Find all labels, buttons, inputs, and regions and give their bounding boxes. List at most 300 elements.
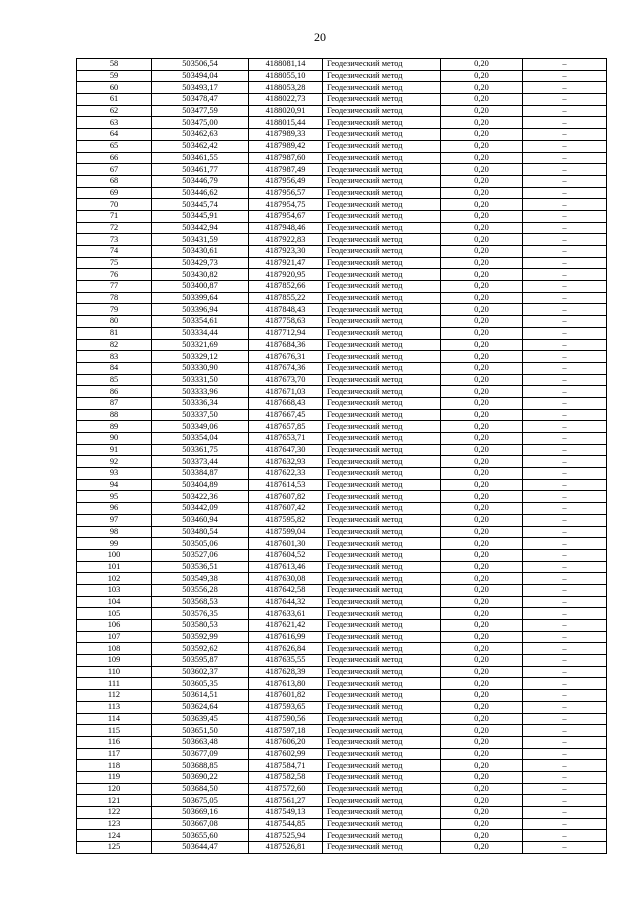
x-coordinate-cell: 503349,06 bbox=[152, 421, 249, 433]
method-cell: Геодезический метод bbox=[323, 82, 441, 94]
description-cell: – bbox=[523, 234, 607, 246]
x-coordinate-cell: 503373,44 bbox=[152, 456, 249, 468]
table-row bbox=[77, 269, 607, 281]
point-number-cell: 106 bbox=[77, 620, 152, 632]
x-coordinate-cell: 503430,82 bbox=[152, 269, 249, 281]
table-row bbox=[77, 666, 607, 678]
table-row bbox=[77, 573, 607, 585]
y-coordinate-cell: 4187921,47 bbox=[249, 257, 323, 269]
x-coordinate-cell: 503549,38 bbox=[152, 573, 249, 585]
description-cell: – bbox=[523, 210, 607, 222]
accuracy-cell: 0,20 bbox=[441, 690, 523, 702]
x-coordinate-cell: 503527,06 bbox=[152, 549, 249, 561]
point-number-cell: 96 bbox=[77, 503, 152, 515]
y-coordinate-cell: 4187595,82 bbox=[249, 514, 323, 526]
y-coordinate-cell: 4187657,85 bbox=[249, 421, 323, 433]
method-cell: Геодезический метод bbox=[323, 59, 441, 71]
x-coordinate-cell: 503644,47 bbox=[152, 842, 249, 854]
point-number-cell: 84 bbox=[77, 362, 152, 374]
table-row bbox=[77, 771, 607, 783]
method-cell: Геодезический метод bbox=[323, 783, 441, 795]
description-cell: – bbox=[523, 842, 607, 854]
description-cell: – bbox=[523, 281, 607, 293]
x-coordinate-cell: 503624,64 bbox=[152, 701, 249, 713]
table-row bbox=[77, 690, 607, 702]
description-cell: – bbox=[523, 678, 607, 690]
x-coordinate-cell: 503677,09 bbox=[152, 748, 249, 760]
x-coordinate-cell: 503494,04 bbox=[152, 70, 249, 82]
point-number-cell: 98 bbox=[77, 526, 152, 538]
table-row bbox=[77, 421, 607, 433]
y-coordinate-cell: 4187987,60 bbox=[249, 152, 323, 164]
point-number-cell: 68 bbox=[77, 175, 152, 187]
description-cell: – bbox=[523, 725, 607, 737]
point-number-cell: 64 bbox=[77, 129, 152, 141]
method-cell: Геодезический метод bbox=[323, 514, 441, 526]
description-cell: – bbox=[523, 129, 607, 141]
accuracy-cell: 0,20 bbox=[441, 725, 523, 737]
accuracy-cell: 0,20 bbox=[441, 152, 523, 164]
y-coordinate-cell: 4187987,49 bbox=[249, 164, 323, 176]
accuracy-cell: 0,20 bbox=[441, 620, 523, 632]
accuracy-cell: 0,20 bbox=[441, 748, 523, 760]
description-cell: – bbox=[523, 643, 607, 655]
point-number-cell: 110 bbox=[77, 666, 152, 678]
point-number-cell: 77 bbox=[77, 281, 152, 293]
table-row bbox=[77, 713, 607, 725]
method-cell: Геодезический метод bbox=[323, 491, 441, 503]
x-coordinate-cell: 503422,36 bbox=[152, 491, 249, 503]
table-row bbox=[77, 397, 607, 409]
x-coordinate-cell: 503329,12 bbox=[152, 351, 249, 363]
x-coordinate-cell: 503442,09 bbox=[152, 503, 249, 515]
accuracy-cell: 0,20 bbox=[441, 140, 523, 152]
x-coordinate-cell: 503592,62 bbox=[152, 643, 249, 655]
y-coordinate-cell: 4187758,63 bbox=[249, 316, 323, 328]
point-number-cell: 62 bbox=[77, 105, 152, 117]
method-cell: Геодезический метод bbox=[323, 701, 441, 713]
table-row bbox=[77, 175, 607, 187]
method-cell: Геодезический метод bbox=[323, 771, 441, 783]
method-cell: Геодезический метод bbox=[323, 164, 441, 176]
y-coordinate-cell: 4187676,31 bbox=[249, 351, 323, 363]
description-cell: – bbox=[523, 748, 607, 760]
accuracy-cell: 0,20 bbox=[441, 409, 523, 421]
method-cell: Геодезический метод bbox=[323, 70, 441, 82]
y-coordinate-cell: 4187989,42 bbox=[249, 140, 323, 152]
method-cell: Геодезический метод bbox=[323, 748, 441, 760]
table-row bbox=[77, 129, 607, 141]
point-number-cell: 58 bbox=[77, 59, 152, 71]
accuracy-cell: 0,20 bbox=[441, 491, 523, 503]
method-cell: Геодезический метод bbox=[323, 468, 441, 480]
point-number-cell: 101 bbox=[77, 561, 152, 573]
x-coordinate-cell: 503361,75 bbox=[152, 444, 249, 456]
description-cell: – bbox=[523, 596, 607, 608]
y-coordinate-cell: 4187613,46 bbox=[249, 561, 323, 573]
table-row bbox=[77, 655, 607, 667]
method-cell: Геодезический метод bbox=[323, 655, 441, 667]
accuracy-cell: 0,20 bbox=[441, 526, 523, 538]
method-cell: Геодезический метод bbox=[323, 608, 441, 620]
y-coordinate-cell: 4187954,75 bbox=[249, 199, 323, 211]
description-cell: – bbox=[523, 409, 607, 421]
description-cell: – bbox=[523, 538, 607, 550]
point-number-cell: 113 bbox=[77, 701, 152, 713]
table-row bbox=[77, 281, 607, 293]
x-coordinate-cell: 503576,35 bbox=[152, 608, 249, 620]
y-coordinate-cell: 4187667,45 bbox=[249, 409, 323, 421]
point-number-cell: 111 bbox=[77, 678, 152, 690]
point-number-cell: 100 bbox=[77, 549, 152, 561]
accuracy-cell: 0,20 bbox=[441, 281, 523, 293]
method-cell: Геодезический метод bbox=[323, 584, 441, 596]
point-number-cell: 122 bbox=[77, 807, 152, 819]
accuracy-cell: 0,20 bbox=[441, 386, 523, 398]
table-row bbox=[77, 783, 607, 795]
description-cell: – bbox=[523, 818, 607, 830]
table-row bbox=[77, 561, 607, 573]
point-number-cell: 67 bbox=[77, 164, 152, 176]
x-coordinate-cell: 503506,54 bbox=[152, 59, 249, 71]
accuracy-cell: 0,20 bbox=[441, 666, 523, 678]
y-coordinate-cell: 4187954,67 bbox=[249, 210, 323, 222]
table-row bbox=[77, 187, 607, 199]
table-row bbox=[77, 468, 607, 480]
description-cell: – bbox=[523, 666, 607, 678]
y-coordinate-cell: 4187632,93 bbox=[249, 456, 323, 468]
method-cell: Геодезический метод bbox=[323, 234, 441, 246]
y-coordinate-cell: 4188055,10 bbox=[249, 70, 323, 82]
accuracy-cell: 0,20 bbox=[441, 269, 523, 281]
y-coordinate-cell: 4187601,82 bbox=[249, 690, 323, 702]
table-row bbox=[77, 70, 607, 82]
x-coordinate-cell: 503446,62 bbox=[152, 187, 249, 199]
y-coordinate-cell: 4187923,30 bbox=[249, 246, 323, 258]
description-cell: – bbox=[523, 573, 607, 585]
x-coordinate-cell: 503568,53 bbox=[152, 596, 249, 608]
point-number-cell: 121 bbox=[77, 795, 152, 807]
x-coordinate-cell: 503462,42 bbox=[152, 140, 249, 152]
point-number-cell: 125 bbox=[77, 842, 152, 854]
method-cell: Геодезический метод bbox=[323, 666, 441, 678]
table-row bbox=[77, 795, 607, 807]
description-cell: – bbox=[523, 491, 607, 503]
description-cell: – bbox=[523, 514, 607, 526]
method-cell: Геодезический метод bbox=[323, 690, 441, 702]
table-row bbox=[77, 257, 607, 269]
description-cell: – bbox=[523, 59, 607, 71]
x-coordinate-cell: 503445,91 bbox=[152, 210, 249, 222]
x-coordinate-cell: 503354,04 bbox=[152, 433, 249, 445]
accuracy-cell: 0,20 bbox=[441, 70, 523, 82]
table-row bbox=[77, 584, 607, 596]
table-row bbox=[77, 503, 607, 515]
y-coordinate-cell: 4187597,18 bbox=[249, 725, 323, 737]
description-cell: – bbox=[523, 292, 607, 304]
method-cell: Геодезический метод bbox=[323, 316, 441, 328]
y-coordinate-cell: 4187647,30 bbox=[249, 444, 323, 456]
method-cell: Геодезический метод bbox=[323, 526, 441, 538]
method-cell: Геодезический метод bbox=[323, 409, 441, 421]
point-number-cell: 65 bbox=[77, 140, 152, 152]
table-row bbox=[77, 327, 607, 339]
table-row bbox=[77, 374, 607, 386]
x-coordinate-cell: 503396,94 bbox=[152, 304, 249, 316]
y-coordinate-cell: 4187712,94 bbox=[249, 327, 323, 339]
y-coordinate-cell: 4187607,42 bbox=[249, 503, 323, 515]
method-cell: Геодезический метод bbox=[323, 760, 441, 772]
coordinates-table bbox=[76, 58, 607, 854]
y-coordinate-cell: 4187572,60 bbox=[249, 783, 323, 795]
description-cell: – bbox=[523, 655, 607, 667]
point-number-cell: 88 bbox=[77, 409, 152, 421]
point-number-cell: 80 bbox=[77, 316, 152, 328]
table-row bbox=[77, 59, 607, 71]
point-number-cell: 76 bbox=[77, 269, 152, 281]
description-cell: – bbox=[523, 187, 607, 199]
accuracy-cell: 0,20 bbox=[441, 234, 523, 246]
table-row bbox=[77, 736, 607, 748]
point-number-cell: 81 bbox=[77, 327, 152, 339]
x-coordinate-cell: 503461,77 bbox=[152, 164, 249, 176]
point-number-cell: 123 bbox=[77, 818, 152, 830]
method-cell: Геодезический метод bbox=[323, 479, 441, 491]
method-cell: Геодезический метод bbox=[323, 713, 441, 725]
table-row bbox=[77, 199, 607, 211]
point-number-cell: 63 bbox=[77, 117, 152, 129]
method-cell: Геодезический метод bbox=[323, 397, 441, 409]
method-cell: Геодезический метод bbox=[323, 246, 441, 258]
table-row bbox=[77, 444, 607, 456]
x-coordinate-cell: 503690,22 bbox=[152, 771, 249, 783]
method-cell: Геодезический метод bbox=[323, 736, 441, 748]
method-cell: Геодезический метод bbox=[323, 795, 441, 807]
y-coordinate-cell: 4187613,80 bbox=[249, 678, 323, 690]
y-coordinate-cell: 4187671,03 bbox=[249, 386, 323, 398]
y-coordinate-cell: 4187614,53 bbox=[249, 479, 323, 491]
point-number-cell: 117 bbox=[77, 748, 152, 760]
accuracy-cell: 0,20 bbox=[441, 456, 523, 468]
point-number-cell: 95 bbox=[77, 491, 152, 503]
accuracy-cell: 0,20 bbox=[441, 433, 523, 445]
description-cell: – bbox=[523, 397, 607, 409]
accuracy-cell: 0,20 bbox=[441, 842, 523, 854]
table-row bbox=[77, 362, 607, 374]
accuracy-cell: 0,20 bbox=[441, 199, 523, 211]
method-cell: Геодезический метод bbox=[323, 362, 441, 374]
table-row bbox=[77, 386, 607, 398]
accuracy-cell: 0,20 bbox=[441, 257, 523, 269]
table-row bbox=[77, 246, 607, 258]
y-coordinate-cell: 4188020,91 bbox=[249, 105, 323, 117]
table-row bbox=[77, 152, 607, 164]
x-coordinate-cell: 503429,73 bbox=[152, 257, 249, 269]
accuracy-cell: 0,20 bbox=[441, 830, 523, 842]
x-coordinate-cell: 503404,89 bbox=[152, 479, 249, 491]
y-coordinate-cell: 4187628,39 bbox=[249, 666, 323, 678]
description-cell: – bbox=[523, 269, 607, 281]
method-cell: Геодезический метод bbox=[323, 631, 441, 643]
x-coordinate-cell: 503493,17 bbox=[152, 82, 249, 94]
description-cell: – bbox=[523, 549, 607, 561]
accuracy-cell: 0,20 bbox=[441, 713, 523, 725]
method-cell: Геодезический метод bbox=[323, 175, 441, 187]
y-coordinate-cell: 4187644,32 bbox=[249, 596, 323, 608]
method-cell: Геодезический метод bbox=[323, 620, 441, 632]
description-cell: – bbox=[523, 468, 607, 480]
x-coordinate-cell: 503460,94 bbox=[152, 514, 249, 526]
point-number-cell: 75 bbox=[77, 257, 152, 269]
accuracy-cell: 0,20 bbox=[441, 222, 523, 234]
method-cell: Геодезический метод bbox=[323, 386, 441, 398]
point-number-cell: 78 bbox=[77, 292, 152, 304]
point-number-cell: 108 bbox=[77, 643, 152, 655]
x-coordinate-cell: 503431,59 bbox=[152, 234, 249, 246]
method-cell: Геодезический метод bbox=[323, 257, 441, 269]
point-number-cell: 61 bbox=[77, 94, 152, 106]
table-row bbox=[77, 830, 607, 842]
description-cell: – bbox=[523, 771, 607, 783]
method-cell: Геодезический метод bbox=[323, 210, 441, 222]
table-row bbox=[77, 842, 607, 854]
y-coordinate-cell: 4187593,65 bbox=[249, 701, 323, 713]
accuracy-cell: 0,20 bbox=[441, 117, 523, 129]
accuracy-cell: 0,20 bbox=[441, 339, 523, 351]
accuracy-cell: 0,20 bbox=[441, 538, 523, 550]
point-number-cell: 102 bbox=[77, 573, 152, 585]
point-number-cell: 120 bbox=[77, 783, 152, 795]
y-coordinate-cell: 4187599,04 bbox=[249, 526, 323, 538]
y-coordinate-cell: 4187549,13 bbox=[249, 807, 323, 819]
accuracy-cell: 0,20 bbox=[441, 59, 523, 71]
x-coordinate-cell: 503675,05 bbox=[152, 795, 249, 807]
point-number-cell: 79 bbox=[77, 304, 152, 316]
y-coordinate-cell: 4187674,36 bbox=[249, 362, 323, 374]
point-number-cell: 112 bbox=[77, 690, 152, 702]
point-number-cell: 91 bbox=[77, 444, 152, 456]
accuracy-cell: 0,20 bbox=[441, 210, 523, 222]
accuracy-cell: 0,20 bbox=[441, 105, 523, 117]
description-cell: – bbox=[523, 257, 607, 269]
table-row bbox=[77, 210, 607, 222]
method-cell: Геодезический метод bbox=[323, 374, 441, 386]
x-coordinate-cell: 503595,87 bbox=[152, 655, 249, 667]
y-coordinate-cell: 4187604,52 bbox=[249, 549, 323, 561]
accuracy-cell: 0,20 bbox=[441, 468, 523, 480]
point-number-cell: 60 bbox=[77, 82, 152, 94]
y-coordinate-cell: 4187621,42 bbox=[249, 620, 323, 632]
accuracy-cell: 0,20 bbox=[441, 573, 523, 585]
x-coordinate-cell: 503663,48 bbox=[152, 736, 249, 748]
point-number-cell: 115 bbox=[77, 725, 152, 737]
y-coordinate-cell: 4187848,43 bbox=[249, 304, 323, 316]
method-cell: Геодезический метод bbox=[323, 304, 441, 316]
description-cell: – bbox=[523, 526, 607, 538]
x-coordinate-cell: 503602,37 bbox=[152, 666, 249, 678]
accuracy-cell: 0,20 bbox=[441, 421, 523, 433]
table-row bbox=[77, 292, 607, 304]
x-coordinate-cell: 503442,94 bbox=[152, 222, 249, 234]
y-coordinate-cell: 4187989,33 bbox=[249, 129, 323, 141]
accuracy-cell: 0,20 bbox=[441, 596, 523, 608]
table-row bbox=[77, 608, 607, 620]
x-coordinate-cell: 503334,44 bbox=[152, 327, 249, 339]
description-cell: – bbox=[523, 736, 607, 748]
point-number-cell: 119 bbox=[77, 771, 152, 783]
x-coordinate-cell: 503354,61 bbox=[152, 316, 249, 328]
point-number-cell: 94 bbox=[77, 479, 152, 491]
method-cell: Геодезический метод bbox=[323, 842, 441, 854]
table-row bbox=[77, 164, 607, 176]
accuracy-cell: 0,20 bbox=[441, 807, 523, 819]
table-row bbox=[77, 491, 607, 503]
point-number-cell: 59 bbox=[77, 70, 152, 82]
accuracy-cell: 0,20 bbox=[441, 316, 523, 328]
table-row bbox=[77, 117, 607, 129]
point-number-cell: 118 bbox=[77, 760, 152, 772]
method-cell: Геодезический метод bbox=[323, 140, 441, 152]
method-cell: Геодезический метод bbox=[323, 538, 441, 550]
accuracy-cell: 0,20 bbox=[441, 643, 523, 655]
x-coordinate-cell: 503480,54 bbox=[152, 526, 249, 538]
description-cell: – bbox=[523, 608, 607, 620]
y-coordinate-cell: 4187852,66 bbox=[249, 281, 323, 293]
method-cell: Геодезический метод bbox=[323, 94, 441, 106]
y-coordinate-cell: 4187642,58 bbox=[249, 584, 323, 596]
method-cell: Геодезический метод bbox=[323, 105, 441, 117]
point-number-cell: 73 bbox=[77, 234, 152, 246]
x-coordinate-cell: 503605,35 bbox=[152, 678, 249, 690]
table-row bbox=[77, 526, 607, 538]
x-coordinate-cell: 503536,51 bbox=[152, 561, 249, 573]
table-row bbox=[77, 479, 607, 491]
table-row bbox=[77, 82, 607, 94]
accuracy-cell: 0,20 bbox=[441, 503, 523, 515]
description-cell: – bbox=[523, 316, 607, 328]
point-number-cell: 124 bbox=[77, 830, 152, 842]
accuracy-cell: 0,20 bbox=[441, 397, 523, 409]
accuracy-cell: 0,20 bbox=[441, 514, 523, 526]
description-cell: – bbox=[523, 105, 607, 117]
x-coordinate-cell: 503669,16 bbox=[152, 807, 249, 819]
y-coordinate-cell: 4187684,36 bbox=[249, 339, 323, 351]
method-cell: Геодезический метод bbox=[323, 725, 441, 737]
x-coordinate-cell: 503475,00 bbox=[152, 117, 249, 129]
method-cell: Геодезический метод bbox=[323, 269, 441, 281]
accuracy-cell: 0,20 bbox=[441, 479, 523, 491]
table-row bbox=[77, 748, 607, 760]
table-row bbox=[77, 316, 607, 328]
description-cell: – bbox=[523, 304, 607, 316]
point-number-cell: 105 bbox=[77, 608, 152, 620]
method-cell: Геодезический метод bbox=[323, 503, 441, 515]
table-row bbox=[77, 760, 607, 772]
y-coordinate-cell: 4187956,57 bbox=[249, 187, 323, 199]
accuracy-cell: 0,20 bbox=[441, 304, 523, 316]
y-coordinate-cell: 4187590,56 bbox=[249, 713, 323, 725]
point-number-cell: 69 bbox=[77, 187, 152, 199]
y-coordinate-cell: 4187633,61 bbox=[249, 608, 323, 620]
x-coordinate-cell: 503445,74 bbox=[152, 199, 249, 211]
accuracy-cell: 0,20 bbox=[441, 129, 523, 141]
x-coordinate-cell: 503684,50 bbox=[152, 783, 249, 795]
x-coordinate-cell: 503655,60 bbox=[152, 830, 249, 842]
description-cell: – bbox=[523, 152, 607, 164]
accuracy-cell: 0,20 bbox=[441, 94, 523, 106]
x-coordinate-cell: 503580,53 bbox=[152, 620, 249, 632]
accuracy-cell: 0,20 bbox=[441, 246, 523, 258]
